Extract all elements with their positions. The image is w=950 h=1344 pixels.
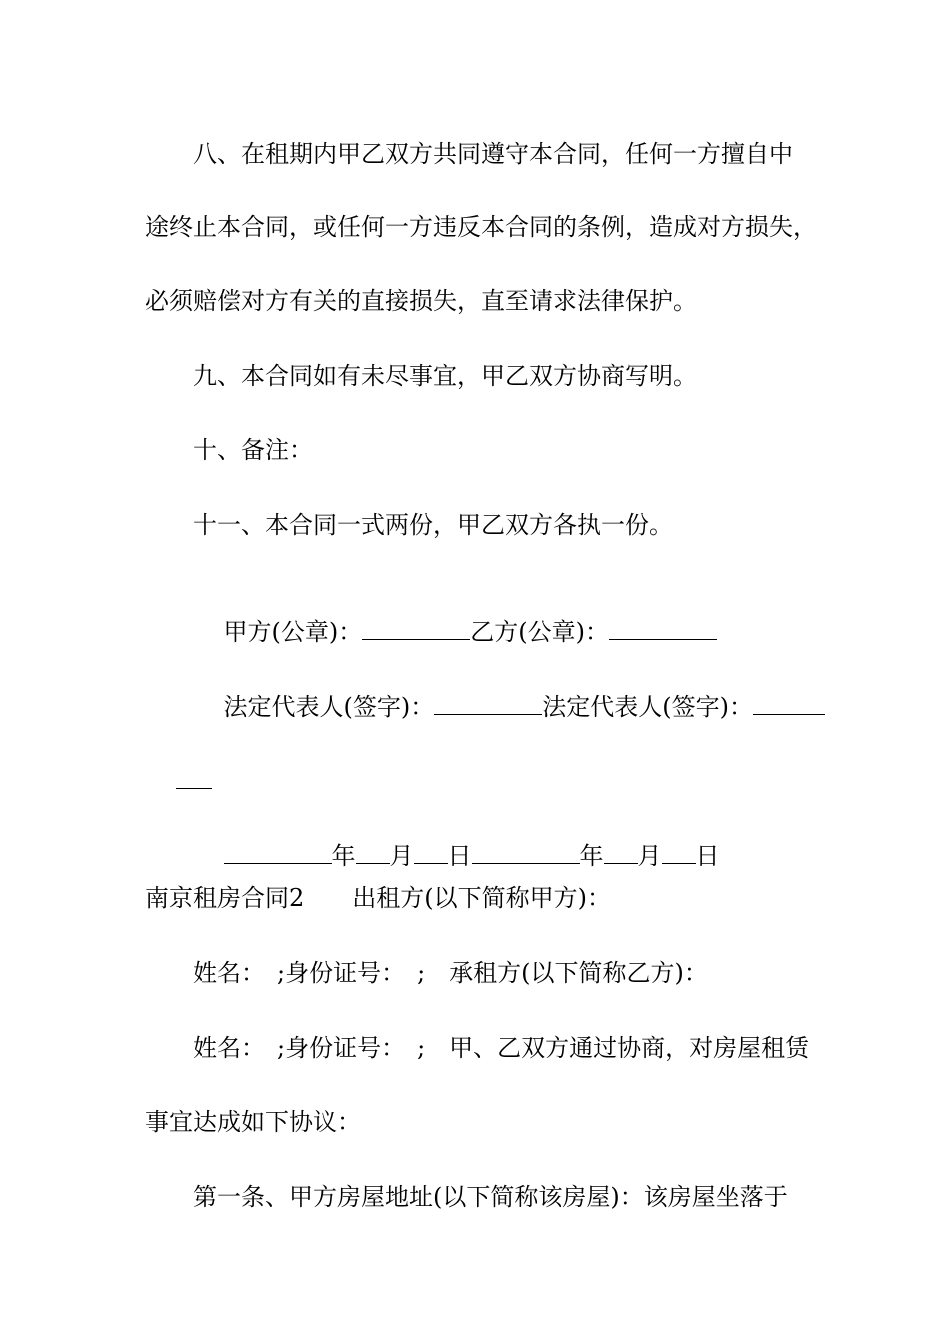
party-b-seal-label: 乙方(公章)： <box>470 618 609 646</box>
clause-8-line-2: 途终止本合同，或任何一方违反本合同的条例，造成对方损失， <box>145 213 817 241</box>
lessor-identity-line: 姓名： ;身份证号： ; 承租方(以下简称乙方)： <box>193 959 708 987</box>
date-a-month-blank[interactable] <box>356 841 390 864</box>
clause-11: 十一、本合同一式两份，甲乙双方各执一份。 <box>193 511 673 539</box>
party-a-rep-label: 法定代表人(签字)： <box>223 693 435 721</box>
agreement-intro-line: 事宜达成如下协议： <box>145 1108 361 1136</box>
party-b-rep-blank-cont[interactable] <box>176 766 212 789</box>
lessee-identity-line: 姓名： ;身份证号： ; 甲、乙双方通过协商，对房屋租赁 <box>193 1034 810 1062</box>
party-a-seal-blank[interactable] <box>362 617 470 640</box>
party-a-seal-label: 甲方(公章)： <box>223 618 363 646</box>
party-a-rep-blank[interactable] <box>434 692 542 715</box>
date-b-year-blank[interactable] <box>472 841 580 864</box>
party-b-rep-label: 法定代表人(签字)： <box>542 693 753 721</box>
date-b-day-blank[interactable] <box>662 841 696 864</box>
date-a-day-label: 日 <box>447 842 472 870</box>
date-a-day-blank[interactable] <box>414 841 448 864</box>
article-1-line: 第一条、甲方房屋地址(以下简称该房屋)：该房屋坐落于 <box>193 1183 788 1211</box>
date-a-year-label: 年 <box>331 842 356 870</box>
clause-8-line-3: 必须赔偿对方有关的直接损失，直至请求法律保护。 <box>145 287 697 315</box>
date-b-year-label: 年 <box>579 842 604 870</box>
clause-10: 十、备注： <box>193 436 313 464</box>
party-b-rep-blank[interactable] <box>753 692 825 715</box>
clause-8-line-1: 八、在租期内甲乙双方共同遵守本合同，任何一方擅自中 <box>193 140 793 168</box>
date-b-day-label: 日 <box>695 842 720 870</box>
clause-9: 九、本合同如有未尽事宜，甲乙双方协商写明。 <box>193 362 697 390</box>
date-b-month-label: 月 <box>637 842 662 870</box>
date-b-month-blank[interactable] <box>604 841 638 864</box>
party-b-seal-blank[interactable] <box>609 617 717 640</box>
date-a-year-blank[interactable] <box>224 841 332 864</box>
contract-2-heading: 南京租房合同2 出租方(以下简称甲方)： <box>145 884 611 912</box>
date-a-month-label: 月 <box>389 842 414 870</box>
